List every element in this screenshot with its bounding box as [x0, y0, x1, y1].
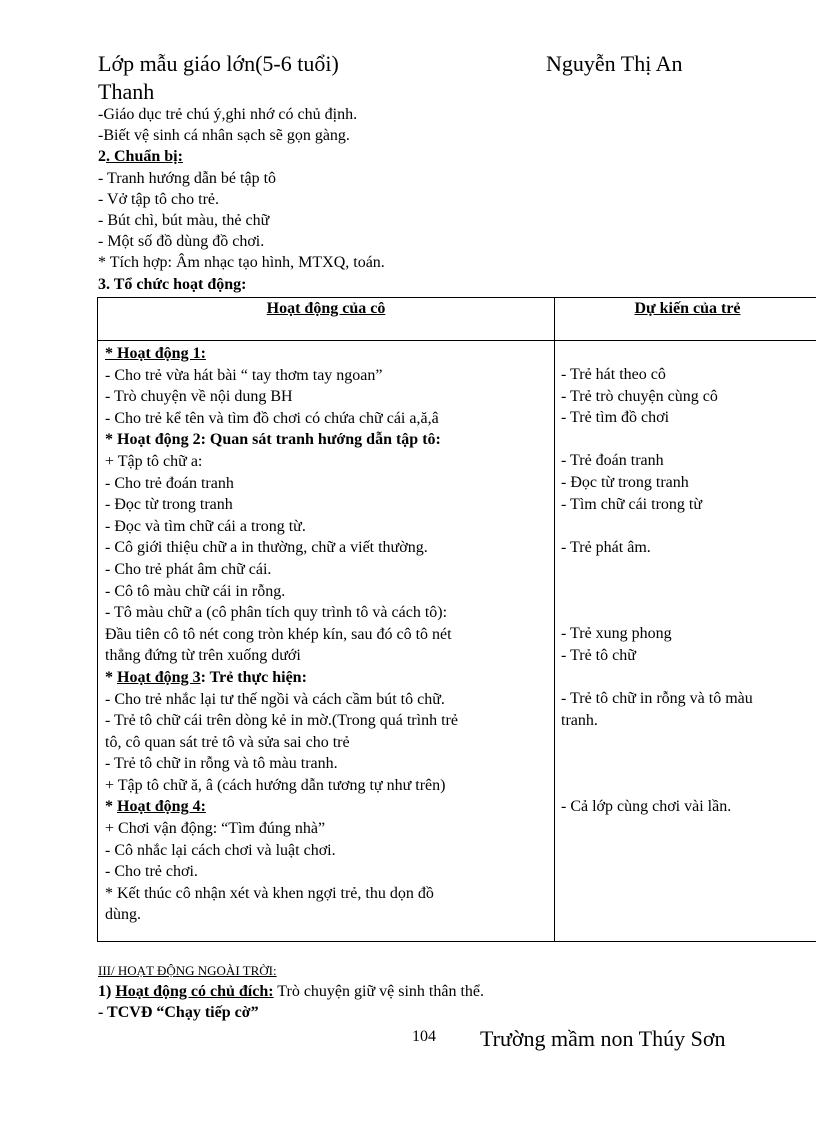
child-line: - Trẻ tô chữ	[561, 646, 636, 664]
activity-line: - Cho trẻ kể tên và tìm đồ chơi có chứa chữ cái a,ă,â	[105, 409, 439, 427]
activity-line: - Trò chuyện về nội dung BH	[105, 388, 293, 406]
activity-line: - Cho trẻ đoán tranh	[105, 474, 234, 492]
prep-item: * Tích hợp: Âm nhạc tạo hình, MTXQ, toán.	[98, 254, 385, 272]
lesson-intro	[98, 104, 798, 295]
objective-line: -Giáo dục trẻ chú ý,ghi nhớ có chủ định.	[98, 106, 358, 123]
teacher-activities	[105, 343, 550, 926]
activity-line: - Cô giới thiệu chữ a in thường, chữ a viết thường.	[105, 539, 428, 557]
child-line-empty	[561, 731, 816, 753]
child-line: - Trẻ đoán tranh	[561, 452, 664, 470]
page-number: 104	[412, 1028, 436, 1045]
child-line: - Đọc từ trong tranh	[561, 473, 689, 491]
child-line-empty	[561, 580, 816, 602]
activity-table	[97, 297, 816, 942]
child-line: - Trẻ xung phong	[561, 625, 672, 643]
activity-line: + Chơi vận động: “Tìm đúng nhà”	[105, 820, 326, 838]
child-line: - Trẻ tìm đồ chơi	[561, 409, 670, 427]
activity-line: - Đọc từ trong tranh	[105, 496, 233, 514]
child-line-empty	[561, 515, 816, 537]
teacher-name: Nguyễn Thị An	[546, 51, 683, 76]
activity-4-title: * Hoạt động 4:	[105, 798, 206, 816]
child-line: - Trẻ hát theo cô	[561, 366, 666, 383]
child-line: - Trẻ phát âm.	[561, 538, 651, 556]
class-label: Lớp mẫu giáo lớn(5-6 tuổi)	[98, 51, 339, 76]
child-line: - Cả lớp cùng chơi vài lần.	[561, 797, 732, 815]
activity-line: - Cho trẻ phát âm chữ cái.	[105, 560, 272, 578]
outdoor-item-1: 1) Hoạt động có chủ đích: Trò chuyện giữ vệ sinh thân thể.	[98, 983, 485, 1000]
child-line-empty	[561, 774, 816, 796]
outdoor-section	[98, 960, 798, 1023]
activity-line: - Cô tô màu chữ cái in rỗng.	[105, 582, 286, 600]
school-name: Trường mầm non Thúy Sơn	[480, 1026, 726, 1051]
activity-line: - Cho trẻ vừa hát bài “ tay thơm tay ngoan”	[105, 366, 383, 384]
outdoor-heading: III/ HOẠT ĐỘNG NGOÀI TRỜI:	[98, 963, 277, 978]
prep-item: - Tranh hướng dẫn bé tập tô	[98, 169, 277, 187]
outdoor-item-2: - TCVĐ “Chạy tiếp cờ”	[98, 1004, 259, 1021]
activity-line: - Tô màu chữ a (cô phân tích quy trình tô và cách tô):	[105, 604, 448, 622]
activity-line: thẳng đứng từ trên xuống dưới	[105, 647, 301, 665]
prep-item: - Bút chì, bút màu, thẻ chữ	[98, 212, 270, 230]
activity-3-title: * Hoạt động 3: Trẻ thực hiện:	[105, 668, 307, 686]
child-line: - Trẻ trò chuyện cùng cô	[561, 387, 718, 405]
activity-1-title: * Hoạt động 1:	[105, 345, 206, 362]
column-divider	[554, 298, 555, 941]
activity-line: Đầu tiên cô tô nét cong tròn khép kín, sau đó cô tô nét	[105, 625, 452, 643]
child-line: - Trẻ tô chữ in rỗng và tô màu	[561, 689, 753, 707]
activity-line: * Kết thúc cô nhận xét và khen ngợi trẻ, thu dọn đồ	[105, 884, 434, 902]
activity-2-title: * Hoạt động 2: Quan sát tranh hướng dẫn tập tô:	[105, 431, 441, 449]
organization-heading: 3. Tổ chức hoạt động:	[98, 275, 247, 293]
activity-line: - Đọc và tìm chữ cái a trong từ.	[105, 517, 306, 535]
activity-line: dùng.	[105, 906, 141, 924]
child-line-empty	[561, 558, 816, 580]
header-divider	[98, 340, 816, 341]
prep-item: - Vở tập tô cho trẻ.	[98, 190, 220, 208]
activity-line: + Tập tô chữ a:	[105, 452, 203, 470]
activity-line: - Cho trẻ nhắc lại tư thế ngồi và cách cầm bút tô chữ.	[105, 690, 445, 708]
child-line: tranh.	[561, 711, 598, 729]
teacher-name-continued: Thanh	[98, 79, 155, 104]
teacher-column-header: Hoạt động của cô	[266, 300, 386, 317]
child-expectations	[561, 364, 816, 817]
objective-line: -Biết vệ sinh cá nhân sạch sẽ gọn gàng.	[98, 127, 350, 145]
child-line-empty	[561, 666, 816, 688]
activity-line: tô, cô quan sát trẻ tô và sửa sai cho trẻ	[105, 733, 350, 751]
prep-item: - Một số đồ dùng đồ chơi.	[98, 233, 265, 251]
prep-heading: 2. Chuẩn bị:	[98, 148, 183, 166]
activity-line: - Trẻ tô chữ cái trên dòng kẻ in mờ.(Trong quá trình trẻ	[105, 712, 458, 730]
child-column-header: Dự kiến của trẻ	[634, 300, 741, 317]
child-line-empty	[561, 429, 816, 451]
child-line-empty	[561, 753, 816, 775]
activity-line: + Tập tô chữ ă, â (cách hướng dẫn tương tự như trên)	[105, 776, 446, 794]
child-line-empty	[561, 602, 816, 624]
child-line: - Tìm chữ cái trong từ	[561, 495, 703, 513]
activity-line: - Trẻ tô chữ in rỗng và tô màu tranh.	[105, 755, 338, 773]
activity-line: - Cô nhắc lại cách chơi và luật chơi.	[105, 841, 336, 859]
activity-line: - Cho trẻ chơi.	[105, 863, 198, 881]
